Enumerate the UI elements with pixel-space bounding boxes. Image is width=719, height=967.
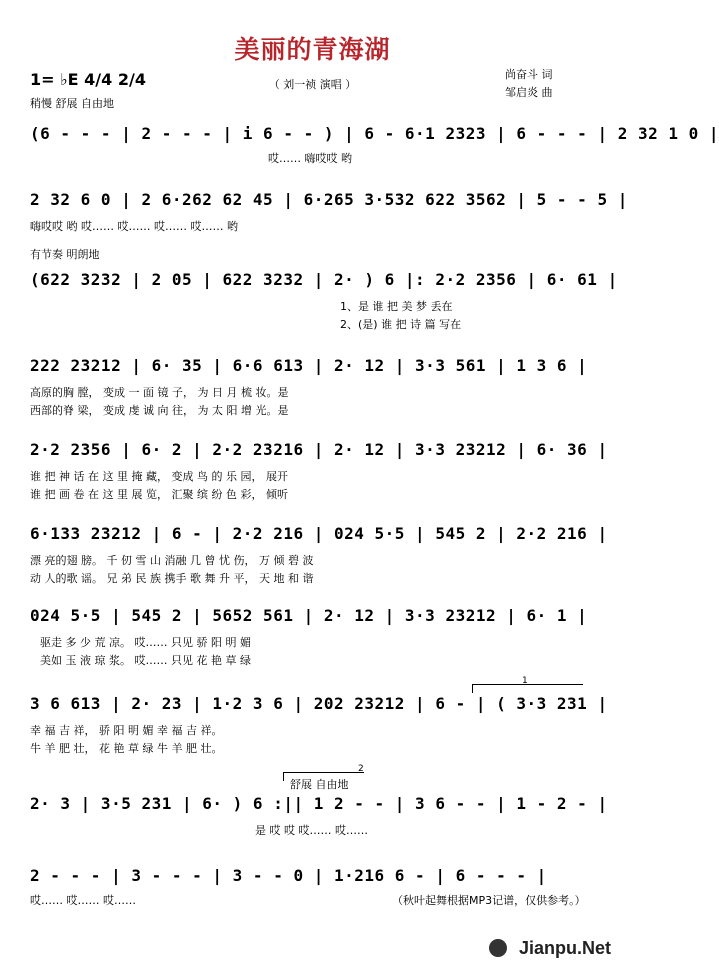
lyric-line-2: 2、(是) 谁 把 诗 篇 写在 [340,318,462,331]
lyricist-credit: 尚奋斗 词 [505,68,553,81]
score-line: 2 - - - | 3 - - - | 3 - - 0 | 1·216 6 - | 6 - - - | [30,866,547,885]
section-marking: 有节奏 明朗地 [30,248,100,261]
score-line: 2·2 2356 | 6· 2 | 2·2 23216 | 2· 12 | 3·3 23212 | 6· 36 | [30,440,608,459]
score-line: (6 - - - | 2 - - - | i 6 - - ) | 6 - 6·1 2323 | 6 - - - | 2 32 1 0 | [30,124,719,143]
lyric-line-2: 动 人的歌 谣。 兄 弟 民 族 携手 歌 舞 升 平， 天 地 和 谐 [30,572,314,585]
score-line: 024 5·5 | 545 2 | 5652 561 | 2· 12 | 3·3 23212 | 6· 1 | [30,606,588,625]
watermark: Jianpu.Net [518,938,611,958]
score-line: 222 23212 | 6· 35 | 6·6 613 | 2· 12 | 3·3 561 | 1 3 6 | [30,356,588,375]
lyric-line-1: 驱走 多 少 荒 凉。 哎…… 只见 骄 阳 明 媚 [40,636,251,649]
lyric-line-1: 高原的胸 膛， 变成 一 面 镜 子， 为 日 月 梳 妆。是 [30,386,289,399]
composer-credit: 邹启炎 曲 [505,86,553,99]
song-title: 美丽的青海湖 [234,35,391,64]
first-ending-number: 1 [522,676,528,686]
lyric-line-2: 西部的脊 梁， 变成 虔 诚 向 往， 为 太 阳 增 光。是 [30,404,289,417]
lyric-line-1: 是 哎 哎 哎…… 哎…… [255,824,368,837]
lyric-line-2: 牛 羊 肥 壮， 花 艳 草 绿 牛 羊 肥 壮。 [30,742,223,755]
transcription-note: （秋叶起舞根据MP3记谱，仅供参考。） [392,894,586,907]
key-signature: 1= ♭E 4/4 2/4 [30,70,146,89]
lyric-line-2: 美如 玉 液 琼 浆。 哎…… 只见 花 艳 草 绿 [40,654,251,667]
lyric-line-1: 1、是 谁 把 美 梦 丢在 [340,300,453,313]
score-line: 2· 3 | 3·5 231 | 6· ) 6 :|| 1 2 - - | 3 6 - - | 1 - 2 - | [30,794,608,813]
tempo-marking: 稍慢 舒展 自由地 [30,97,114,110]
score-line: 6·133 23212 | 6 - | 2·2 216 | 024 5·5 | 545 2 | 2·2 216 | [30,524,608,543]
lyric-line-1: 谁 把 神 话 在 这 里 掩 藏， 变成 鸟 的 乐 园， 展开 [30,470,288,483]
lyric-line-2: 谁 把 画 卷 在 这 里 展 览， 汇聚 缤 纷 色 彩， 倾听 [30,488,288,501]
lyric-line-1: 漂 亮的翅 膀。 千 仞 雪 山 消融 几 曾 忧 伤， 万 倾 碧 波 [30,554,314,567]
section-marking: 舒展 自由地 [290,778,349,791]
lyric-line-1: 幸 福 吉 祥， 骄 阳 明 媚 幸 福 吉 祥。 [30,724,223,737]
lyric-line-1: 哎…… 哎…… 哎…… [30,894,136,907]
score-line: (622 3232 | 2 05 | 622 3232 | 2· ) 6 |: 2·2 2356 | 6· 61 | [30,270,618,289]
second-ending-number: 2 [358,764,364,774]
score-line: 3 6 613 | 2· 23 | 1·2 3 6 | 202 23212 | 6 - | ( 3·3 231 | [30,694,608,713]
lyric-line-1: 哎…… 嗨哎哎 哟 [268,152,352,165]
watermark-logo-icon [489,939,507,957]
lyric-line-1: 嗨哎哎 哟 哎…… 哎…… 哎…… 哎…… 哟 [30,220,238,233]
score-line: 2 32 6 0 | 2 6·262 62 45 | 6·265 3·532 622 3562 | 5 - - 5 | [30,190,628,209]
singer-credit: （ 刘一祯 演唱 ） [268,78,357,91]
